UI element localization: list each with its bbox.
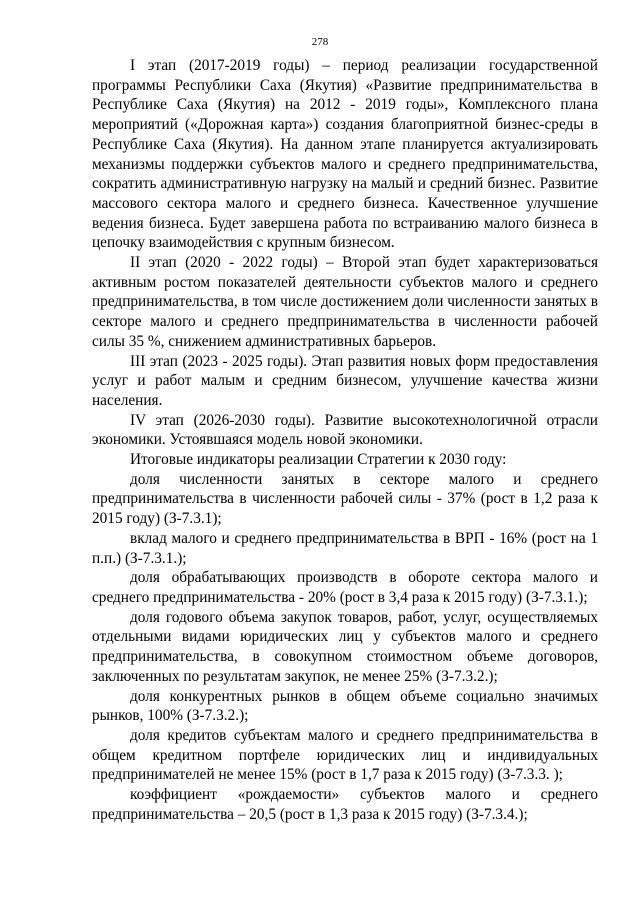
indicator-manufacturing-share: доля обрабатывающих производств в обороте сектора малого и среднего предпринимательства - 20% (рост в 3,4 раза к 2015 году) (З-7.3.1.); <box>92 569 598 606</box>
paragraph-stage-4: IV этап (2026-2030 годы). Развитие высокотехнологичной отрасли экономики. Устоявшаяся модель новой экономики. <box>92 411 598 449</box>
indicator-birth-rate: коэффициент «рождаемости» субъектов малого и среднего предпринимательства – 20,5 (рост в 1,3 раза к 2015 году) (З-7.3.4.); <box>92 786 598 823</box>
indicator-grp-contribution: вклад малого и среднего предпринимательства в ВРП - 16% (рост на 1 п.п.) (З-7.3.1.); <box>92 529 598 567</box>
indicator-competitive-markets: доля конкурентных рынков в общем объеме социально значимых рынков, 100% (З-7.3.2.); <box>92 687 598 725</box>
paragraph-stage-3: III этап (2023 - 2025 годы). Этап развития новых форм предоставления услуг и работ малым и средним бизнесом, улучшение качества жизни населения. <box>92 352 598 409</box>
page-number: 278 <box>311 36 329 48</box>
paragraph-indicators-heading: Итоговые индикаторы реализации Стратегии к 2030 году: <box>130 451 507 469</box>
paragraph-stage-1: I этап (2017-2019 годы) – период реализации государственной программы Республики Саха (Якутия) «Развитие предпринимательства в Республике Саха (Якутия) на 2012 - 2019 годы», Комплексного плана мероприятий («Дорожная карта») создания благоприятной бизнес-среды в Республике Саха (Якутия). На данном этапе планируется актуализировать механизмы поддержки субъектов малого и среднего предпринимательства, сократить административную нагрузку на малый и средний бизнес. Развитие массового сектора малого и среднего бизнеса. Качественное улучшение ведения бизнеса. Будет завершена работа по встраиванию малого бизнеса в цепочку взаимодействия с крупным бизнесом. <box>92 57 598 252</box>
paragraph-stage-2: II этап (2020 - 2022 годы) – Второй этап будет характеризоваться активным ростом показателей деятельности субъектов малого и среднего предпринимательства, в том числе достижением доли численности занятых в секторе малого и среднего предпринимательства в численности рабочей силы 35 %, снижением административных барьеров. <box>92 254 598 350</box>
body-text <box>92 56 598 824</box>
indicator-procurement-share: доля годового объема закупок товаров, работ, услуг, осуществляемых отдельными видами юридических лиц у субъектов малого и среднего предпринимательства, в совокупном стоимостном объеме договоров, заключенных по результатам закупок, не менее 25% (З-7.3.2.); <box>92 608 598 685</box>
indicator-credit-share: доля кредитов субъектам малого и среднего предпринимательства в общем кредитном портфеле юридических лиц и индивидуальных предпринимателей не менее 15% (рост в 1,7 раза к 2015 году) (З-7.3.3. ); <box>92 726 598 784</box>
indicator-employment-share: доля численности занятых в секторе малого и среднего предпринимательства в численности рабочей силы - 37% (рост в 1,2 раза к 2015 году) (З-7.3.1); <box>92 470 598 528</box>
